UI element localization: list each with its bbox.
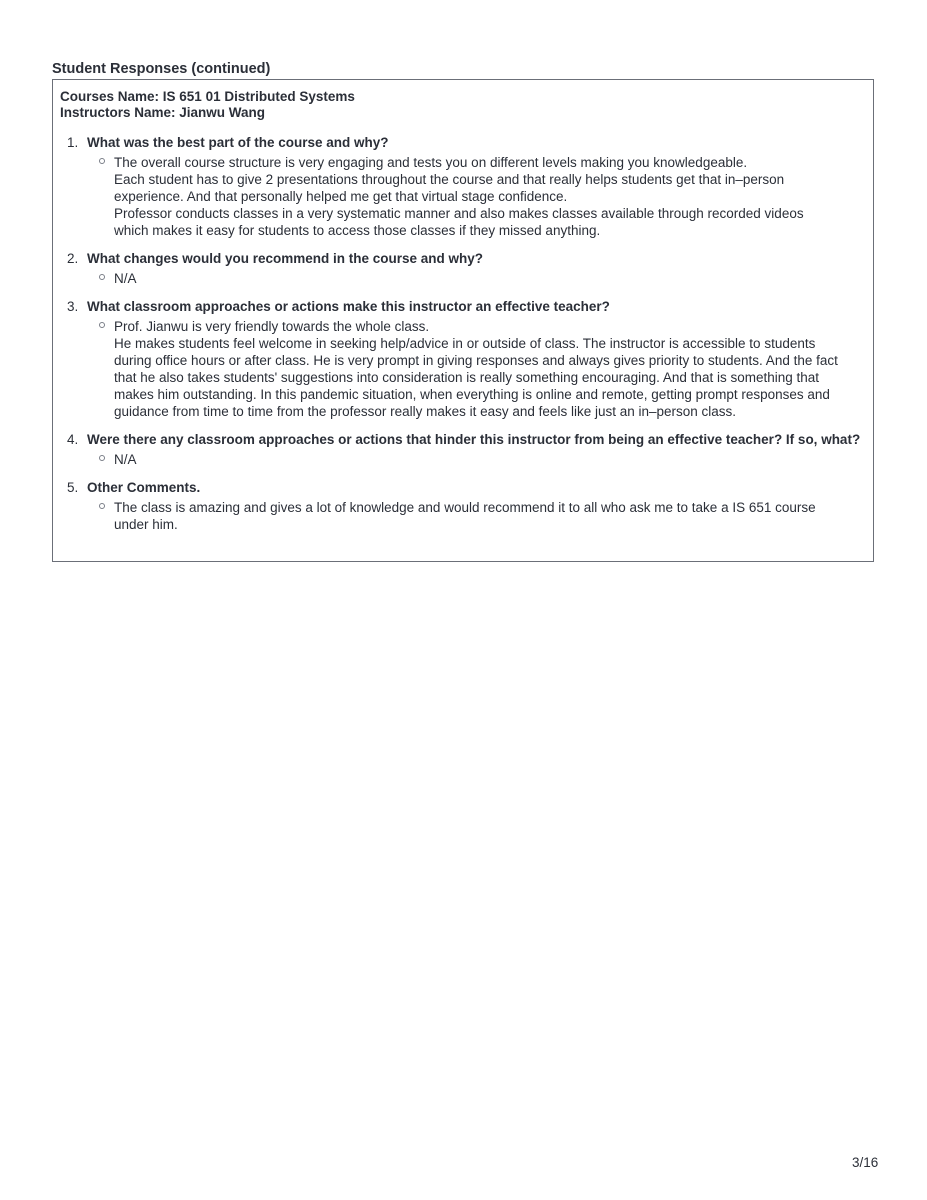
question-item [53,479,873,533]
answers-list [53,499,873,533]
answer-item [114,451,873,468]
answer-line: He makes students feel welcome in seeking help/advice in or outside of class. The instructor is accessible to students [114,336,816,351]
answer-item [114,270,873,287]
answer-line: which makes it easy for students to access those classes if they missed anything. [114,223,601,238]
answer-line: that he also takes students' suggestions into consideration is really something encouraging. And that is something that [114,370,820,385]
answer-line: N/A [114,271,137,286]
question-text: Were there any classroom approaches or actions that hinder this instructor from being an effective teacher? If so, what? [87,432,861,447]
circle-bullet-icon [99,274,105,280]
question-number: 3. [67,299,79,314]
answer-line: guidance from time to time from the professor really makes it easy and feels like just an in–person class. [114,404,737,419]
question-text: Other Comments. [87,480,201,495]
question-item [53,134,873,239]
answer-line: Prof. Jianwu is very friendly towards the whole class. [114,319,430,334]
answer-line: Each student has to give 2 presentations throughout the course and that really helps students get that in–person [114,172,785,187]
answer-line: N/A [114,452,137,467]
question-number: 4. [67,432,79,447]
answers-list [53,318,873,420]
answer-item [114,318,873,420]
response-box [52,79,874,562]
answers-list [53,154,873,239]
circle-bullet-icon [99,322,105,328]
question-number: 5. [67,480,79,495]
question-text: What changes would you recommend in the course and why? [87,251,484,266]
question-text: What classroom approaches or actions make this instructor an effective teacher? [87,299,610,314]
circle-bullet-icon [99,158,105,164]
answer-line: Professor conducts classes in a very systematic manner and also makes classes available through recorded videos [114,206,804,221]
answer-line: The class is amazing and gives a lot of knowledge and would recommend it to all who ask me to take a IS 651 course [114,500,816,515]
course-info [60,89,355,121]
question-item [53,431,873,468]
answer-line: makes him outstanding. In this pandemic situation, when everything is online and remote, getting prompt responses and [114,387,830,402]
section-title: Student Responses (continued) [52,61,271,77]
page-number: 3/16 [852,1155,879,1170]
question-text: What was the best part of the course and why? [87,135,389,150]
circle-bullet-icon [99,503,105,509]
answer-line: experience. And that personally helped me get that virtual stage confidence. [114,189,568,204]
answer-line: during office hours or after class. He is very prompt in giving responses and always gives priority to students. And the fact [114,353,838,368]
question-item [53,298,873,420]
course-name: Courses Name: IS 651 01 Distributed Systems [60,89,355,104]
answers-list [53,451,873,468]
circle-bullet-icon [99,455,105,461]
answer-item [114,154,873,239]
answer-line: under him. [114,517,178,532]
instructor-name: Instructors Name: Jianwu Wang [60,105,266,120]
answer-line: The overall course structure is very engaging and tests you on different levels making you knowledgeable. [114,155,748,170]
questions-list [53,134,873,544]
question-item [53,250,873,287]
answers-list [53,270,873,287]
question-number: 2. [67,251,79,266]
question-number: 1. [67,135,79,150]
answer-item [114,499,873,533]
